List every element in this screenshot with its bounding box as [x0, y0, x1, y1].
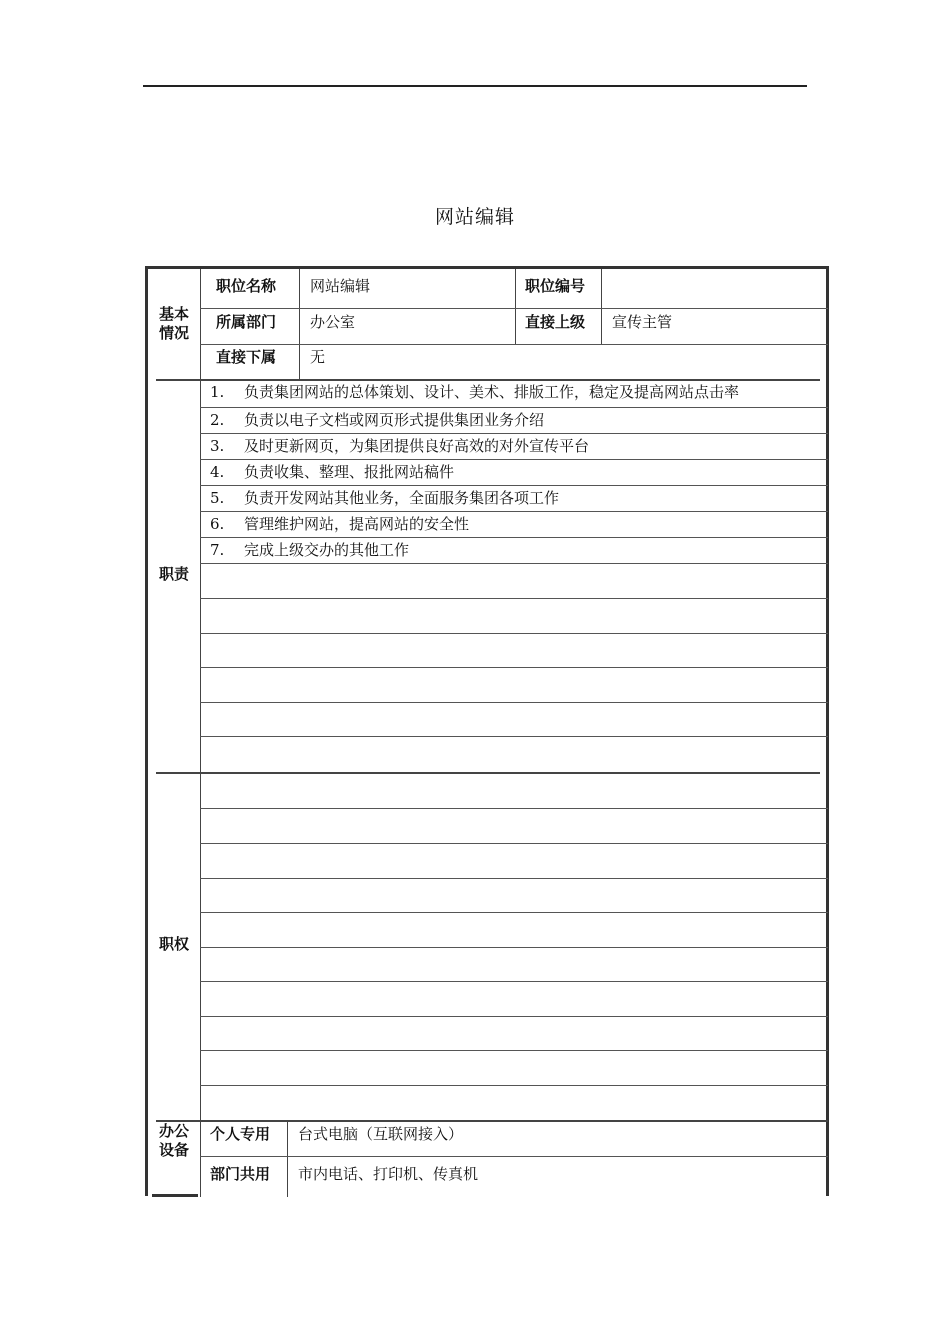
shared-equipment-value: 市内电话、打印机、传真机	[298, 1165, 479, 1183]
row-divider	[200, 808, 828, 809]
row-divider	[200, 878, 828, 879]
duty-number: 6.	[210, 515, 225, 533]
row-divider	[200, 511, 828, 512]
duty-number: 2.	[210, 411, 225, 429]
position-name-label: 职位名称	[216, 277, 277, 295]
row-divider	[200, 912, 828, 913]
duty-item	[210, 515, 469, 533]
row-divider	[200, 1156, 828, 1157]
row-divider	[200, 433, 828, 434]
position-name-value: 网站编辑	[310, 277, 371, 295]
department-label: 所属部门	[216, 313, 277, 331]
duty-text: 及时更新网页，为集团提供良好高效的对外宣传平台	[244, 437, 590, 455]
duty-number: 7.	[210, 541, 225, 559]
duty-text: 负责集团网站的总体策划、设计、美术、排版工作，稳定及提高网站点击率	[244, 383, 740, 401]
duties-label: 职责	[158, 565, 189, 583]
duty-item	[210, 437, 589, 455]
row-divider	[200, 537, 828, 538]
shared-equipment-label: 部门共用	[210, 1165, 271, 1183]
duty-item	[210, 411, 544, 429]
duty-text: 完成上级交办的其他工作	[244, 541, 410, 559]
section-divider	[156, 772, 820, 774]
row-divider	[200, 947, 828, 948]
duty-item	[210, 541, 409, 559]
subordinate-value: 无	[310, 348, 326, 366]
position-code-label: 职位编号	[525, 277, 586, 295]
row-divider	[200, 736, 828, 737]
label-column-divider	[200, 379, 201, 772]
form-bottom-edge	[152, 1194, 198, 1197]
row-divider	[200, 633, 828, 634]
duty-number: 3.	[210, 437, 225, 455]
section-divider	[156, 379, 820, 381]
row-divider	[200, 407, 828, 408]
equipment-label-line2: 设备	[158, 1141, 189, 1159]
row-divider	[200, 843, 828, 844]
basic-info-label-line2: 情况	[158, 324, 189, 342]
row-divider	[200, 563, 828, 564]
column-divider	[601, 269, 602, 344]
duty-text: 负责以电子文档或网页形式提供集团业务介绍	[244, 411, 545, 429]
row-divider	[200, 1085, 828, 1086]
duty-text: 负责开发网站其他业务，全面服务集团各项工作	[244, 489, 560, 507]
duty-item	[210, 383, 739, 401]
row-divider	[200, 981, 828, 982]
row-divider	[200, 308, 828, 309]
supervisor-value: 宣传主管	[612, 313, 673, 331]
department-value: 办公室	[310, 313, 356, 331]
label-column-divider	[200, 269, 201, 379]
column-divider	[287, 1120, 288, 1197]
personal-equipment-value: 台式电脑（互联网接入）	[298, 1125, 464, 1143]
equipment-label	[148, 1122, 200, 1160]
row-divider	[200, 667, 828, 668]
subordinate-label: 直接下属	[216, 348, 277, 366]
row-divider	[200, 702, 828, 703]
duty-item	[210, 463, 454, 481]
equipment-label-line1: 办公	[158, 1122, 189, 1140]
duty-number: 5.	[210, 489, 225, 507]
document-title: 网站编辑	[434, 206, 515, 228]
column-divider	[299, 269, 300, 379]
basic-info-label	[148, 305, 200, 343]
duty-number: 4.	[210, 463, 225, 481]
row-divider	[200, 598, 828, 599]
header-rule	[143, 85, 807, 87]
basic-info-label-line1: 基本	[158, 305, 189, 323]
personal-equipment-label: 个人专用	[210, 1125, 271, 1143]
label-column-divider	[200, 1120, 201, 1197]
row-divider	[200, 485, 828, 486]
duty-text: 负责收集、整理、报批网站稿件	[244, 463, 455, 481]
column-divider	[515, 269, 516, 344]
section-divider	[156, 1120, 828, 1122]
duty-item	[210, 489, 559, 507]
label-column-divider	[200, 772, 201, 1120]
row-divider	[200, 344, 828, 345]
duty-number: 1.	[210, 383, 225, 401]
supervisor-label: 直接上级	[525, 313, 586, 331]
authority-label: 职权	[158, 935, 189, 953]
row-divider	[200, 459, 828, 460]
job-description-form	[145, 266, 829, 1196]
row-divider	[200, 1050, 828, 1051]
row-divider	[200, 1016, 828, 1017]
duty-text: 管理维护网站，提高网站的安全性	[244, 515, 470, 533]
